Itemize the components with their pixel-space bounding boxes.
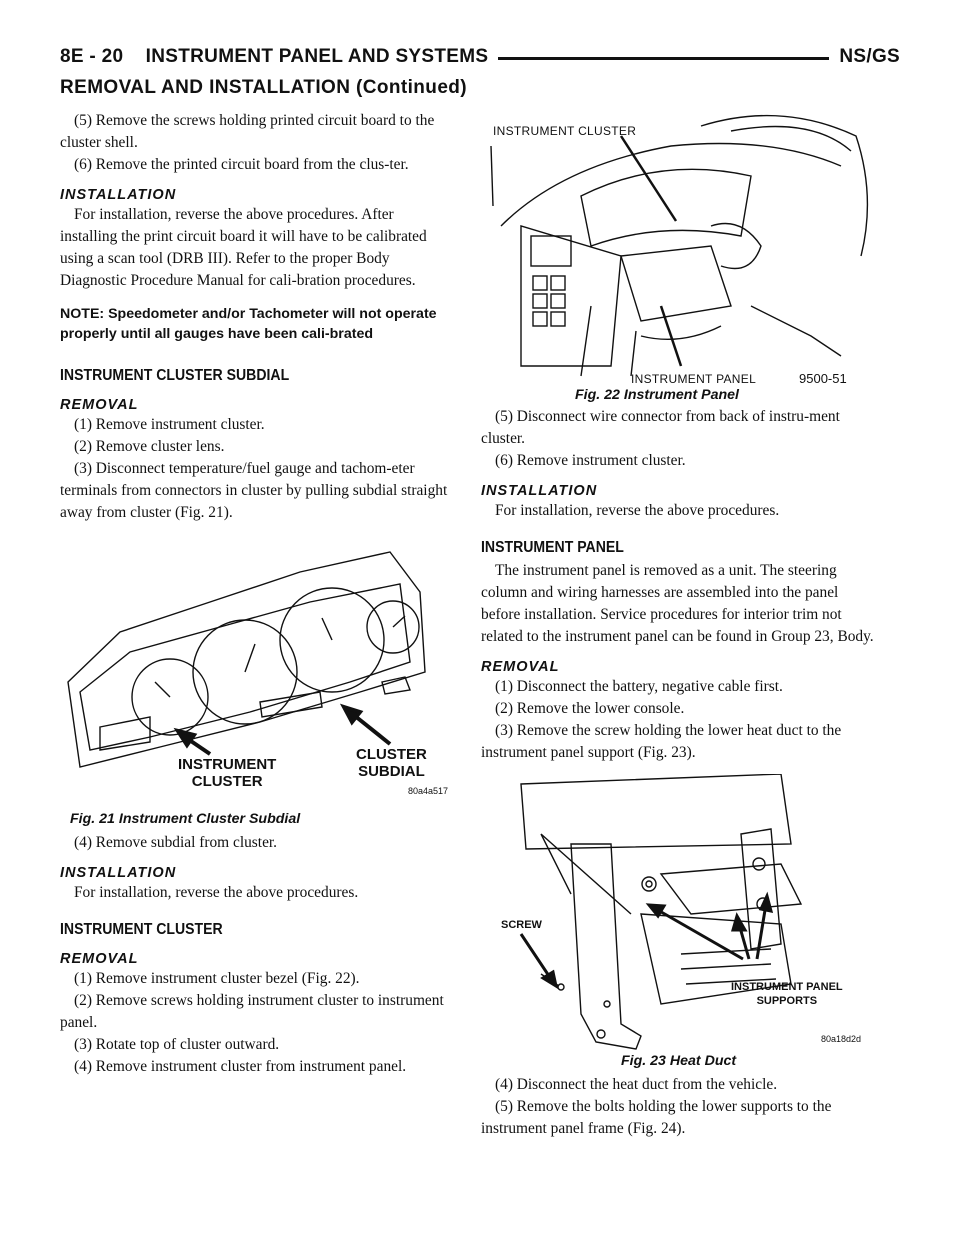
step-text: (5) Disconnect wire connector from back of instru-ment cluster.: [481, 408, 840, 447]
page-header: [60, 46, 900, 72]
step-text: (6) Remove instrument cluster.: [495, 452, 686, 469]
label-instrument-cluster: [178, 756, 276, 790]
step-text: (4) Remove subdial from cluster.: [74, 834, 278, 851]
section-heading-subdial: INSTRUMENT CLUSTER SUBDIAL: [60, 367, 290, 384]
figure-code: 9500-51: [799, 371, 847, 386]
figure-caption: Fig. 23 Heat Duct: [621, 1053, 737, 1069]
page-section-title: 8E - 20 INSTRUMENT PANEL AND SYSTEMS: [60, 46, 498, 68]
step-text: (2) Remove the lower console.: [495, 700, 685, 717]
right-column: [481, 106, 876, 1140]
paragraph: For installation, reverse the above procedures.: [495, 502, 780, 519]
label-instrument-cluster: INSTRUMENT CLUSTER: [493, 124, 637, 138]
figure-23: [481, 774, 876, 1074]
label-line: SUBDIAL: [358, 763, 425, 780]
step-text: (4) Remove instrument cluster from instrument panel.: [74, 1058, 407, 1075]
subheading-removal: REMOVAL: [60, 951, 139, 967]
label-cluster-subdial: [356, 746, 427, 780]
step-text: (3) Remove the screw holding the lower heat duct to the instrument panel support (Fig. 23).: [481, 722, 842, 761]
label-line: INSTRUMENT PANEL: [731, 981, 843, 993]
heat-duct-illustration: [481, 774, 876, 1052]
label-instrument-panel: INSTRUMENT PANEL: [631, 372, 757, 386]
step-text: (2) Remove screws holding instrument cluster to instrument panel.: [60, 992, 444, 1031]
label-line: CLUSTER: [191, 773, 263, 790]
figure-22: [481, 106, 876, 406]
paragraph: For installation, reverse the above procedures. After installing the print circuit board it will have to be calibrated using a scan tool (DRB III). Refer to the proper Body Diagnostic Procedure Manual for cali-bration procedures.: [60, 206, 427, 289]
subheading-installation: INSTALLATION: [60, 865, 177, 881]
paragraph: The instrument panel is removed as a unit. The steering column and wiring harnesses are assembled into the panel before installation. Service procedures for interior trim not related to the instrument panel can be found in Group 23, Body.: [481, 562, 874, 645]
step-text: (1) Remove instrument cluster.: [74, 416, 265, 433]
step-text: (4) Disconnect the heat duct from the vehicle.: [495, 1076, 778, 1093]
figure-21: [60, 532, 452, 832]
subheading-installation: INSTALLATION: [60, 187, 177, 203]
label-line: INSTRUMENT: [178, 756, 277, 773]
subheading-removal: REMOVAL: [60, 397, 139, 413]
step-text: (6) Remove the printed circuit board from the clus-ter.: [74, 156, 409, 173]
paragraph: For installation, reverse the above procedures.: [74, 884, 359, 901]
step-text: (5) Remove the screws holding printed circuit board to the cluster shell.: [60, 112, 435, 151]
subheading-installation: INSTALLATION: [481, 483, 598, 499]
figure-code: 80a4a517: [408, 786, 449, 796]
step-text: (2) Remove cluster lens.: [74, 438, 225, 455]
label-instrument-panel-supports: [731, 980, 843, 1008]
vehicle-code: NS/GS: [829, 46, 900, 68]
step-text: (1) Disconnect the battery, negative cable first.: [495, 678, 783, 695]
continued-heading: REMOVAL AND INSTALLATION (Continued): [60, 77, 468, 98]
figure-code: 80a18d2d: [821, 1034, 862, 1044]
label-screw: SCREW: [501, 919, 542, 931]
step-text: (3) Rotate top of cluster outward.: [74, 1036, 280, 1053]
figure-caption: Fig. 22 Instrument Panel: [575, 387, 739, 403]
section-heading-panel: INSTRUMENT PANEL: [481, 539, 624, 556]
subheading-removal: REMOVAL: [481, 659, 560, 675]
label-line: CLUSTER: [356, 746, 427, 763]
section-heading-cluster: INSTRUMENT CLUSTER: [60, 921, 223, 938]
left-column: [60, 110, 452, 1078]
instrument-panel-illustration: [481, 106, 876, 382]
step-text: (5) Remove the bolts holding the lower supports to the instrument panel frame (Fig. 24).: [481, 1098, 832, 1137]
figure-caption: Fig. 21 Instrument Cluster Subdial: [70, 811, 301, 827]
label-line: SUPPORTS: [756, 995, 818, 1007]
step-text: (1) Remove instrument cluster bezel (Fig. 22).: [74, 970, 360, 987]
note: NOTE: Speedometer and/or Tachometer will not operate properly until all gauges have been cali-brated: [60, 306, 437, 342]
step-text: (3) Disconnect temperature/fuel gauge and tachom-eter terminals from connectors in cluster by pulling subdial straight away from cluster (Fig. 21).: [60, 460, 448, 521]
